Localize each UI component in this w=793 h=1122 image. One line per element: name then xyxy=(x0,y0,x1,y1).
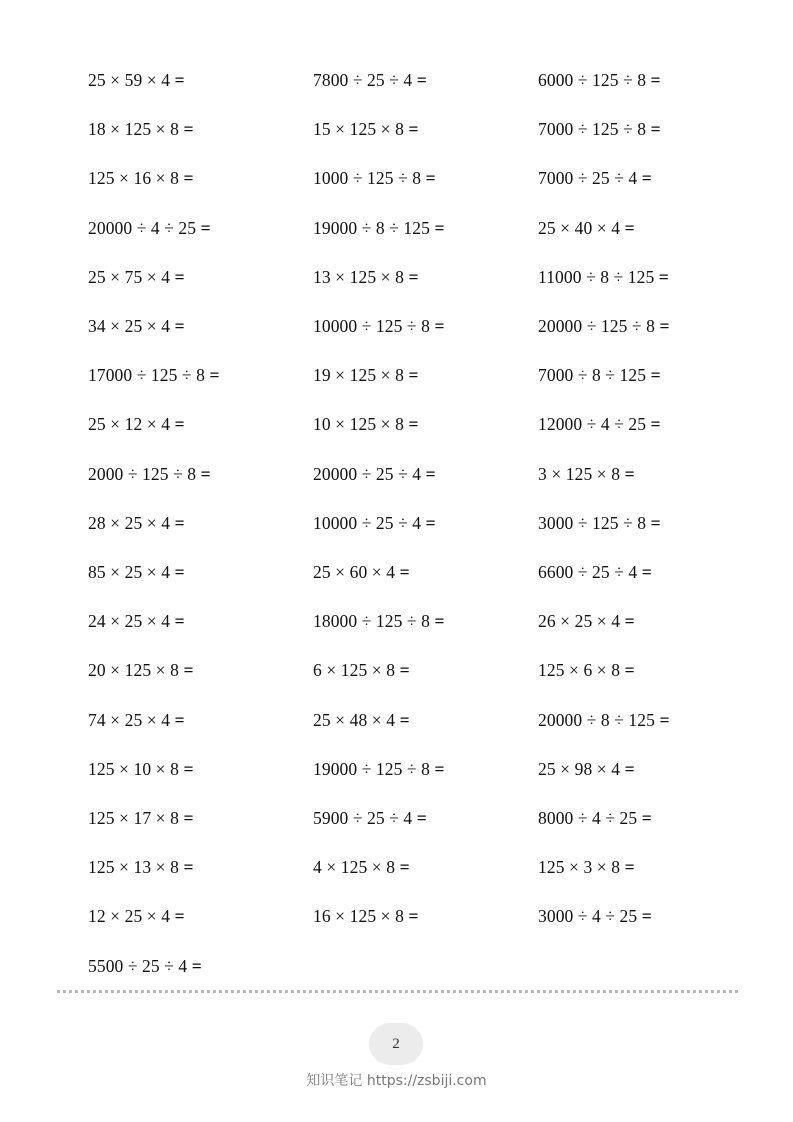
equals-sign: = xyxy=(624,758,635,779)
math-problem xyxy=(313,409,419,439)
problem-expression: 25 × 48 × 4 xyxy=(313,709,396,730)
problem-expression: 6600 ÷ 25 ÷ 4 xyxy=(538,562,638,582)
equals-sign: = xyxy=(434,217,445,238)
equals-sign: = xyxy=(183,808,194,828)
equals-sign: = xyxy=(399,660,410,681)
math-problem xyxy=(313,114,419,144)
math-problem xyxy=(88,508,185,538)
equals-sign: = xyxy=(408,266,419,287)
math-problem xyxy=(88,852,194,882)
problem-expression: 13 × 125 × 8 xyxy=(313,266,404,287)
equals-sign: = xyxy=(399,562,410,582)
problem-expression: 19000 ÷ 125 ÷ 8 xyxy=(313,758,430,779)
math-problem xyxy=(313,65,427,95)
equals-sign: = xyxy=(624,857,635,878)
equals-sign: = xyxy=(641,168,652,189)
equals-sign: = xyxy=(425,512,436,533)
problem-expression: 2000 ÷ 125 ÷ 8 xyxy=(88,463,197,484)
problem-expression: 125 × 6 × 8 xyxy=(538,660,621,681)
problem-expression: 125 × 10 × 8 xyxy=(88,758,179,779)
math-problem xyxy=(538,262,669,292)
equals-sign: = xyxy=(416,70,427,90)
math-problem xyxy=(538,754,635,784)
problem-expression: 25 × 60 × 4 xyxy=(313,562,396,582)
problem-expression: 18 × 125 × 8 xyxy=(88,119,179,140)
equals-sign: = xyxy=(408,414,419,435)
problem-row xyxy=(0,114,793,144)
equals-sign: = xyxy=(200,217,211,238)
equals-sign: = xyxy=(174,70,185,90)
math-problem xyxy=(313,311,445,341)
problem-expression: 25 × 59 × 4 xyxy=(88,70,171,90)
equals-sign: = xyxy=(183,857,194,878)
math-problem xyxy=(88,557,185,587)
math-problem xyxy=(538,655,635,685)
problem-row xyxy=(0,262,793,292)
math-problem xyxy=(538,213,635,243)
problem-row xyxy=(0,705,793,735)
equals-sign: = xyxy=(624,660,635,681)
math-problem xyxy=(538,114,661,144)
equals-sign: = xyxy=(416,808,427,828)
equals-sign: = xyxy=(641,562,652,582)
problem-row xyxy=(0,508,793,538)
equals-sign: = xyxy=(408,365,419,386)
problem-expression: 19 × 125 × 8 xyxy=(313,365,404,386)
equals-sign: = xyxy=(174,266,185,287)
problem-expression: 16 × 125 × 8 xyxy=(313,906,404,927)
math-problem xyxy=(538,163,652,193)
problem-row xyxy=(0,803,793,833)
equals-sign: = xyxy=(425,463,436,484)
equals-sign: = xyxy=(183,660,194,681)
problem-row xyxy=(0,459,793,489)
equals-sign: = xyxy=(650,512,661,533)
problem-expression: 10000 ÷ 125 ÷ 8 xyxy=(313,316,430,336)
equals-sign: = xyxy=(191,955,202,976)
problem-expression: 25 × 40 × 4 xyxy=(538,217,621,238)
math-problem xyxy=(538,360,661,390)
math-problem xyxy=(313,213,445,243)
problem-expression: 74 × 25 × 4 xyxy=(88,709,171,730)
problem-expression: 7000 ÷ 125 ÷ 8 xyxy=(538,119,647,140)
problem-expression: 20000 ÷ 8 ÷ 125 xyxy=(538,709,655,730)
problem-expression: 20 × 125 × 8 xyxy=(88,660,179,681)
math-problem xyxy=(88,114,194,144)
equals-sign: = xyxy=(399,709,410,730)
dotted-divider xyxy=(57,990,738,993)
problem-expression: 15 × 125 × 8 xyxy=(313,119,404,140)
problem-expression: 125 × 13 × 8 xyxy=(88,857,179,878)
equals-sign: = xyxy=(399,857,410,878)
problem-expression: 11000 ÷ 8 ÷ 125 xyxy=(538,266,655,287)
problem-row xyxy=(0,163,793,193)
math-problem xyxy=(88,360,220,390)
problem-expression: 20000 ÷ 4 ÷ 25 xyxy=(88,217,197,238)
equals-sign: = xyxy=(425,168,436,189)
problem-row xyxy=(0,852,793,882)
problem-expression: 28 × 25 × 4 xyxy=(88,512,171,533)
equals-sign: = xyxy=(650,70,661,90)
equals-sign: = xyxy=(183,119,194,140)
equals-sign: = xyxy=(174,709,185,730)
problem-row xyxy=(0,65,793,95)
math-problem xyxy=(313,163,436,193)
page-number-badge xyxy=(369,1023,423,1065)
equals-sign: = xyxy=(183,758,194,779)
problem-expression: 5900 ÷ 25 ÷ 4 xyxy=(313,808,413,828)
equals-sign: = xyxy=(174,906,185,927)
equals-sign: = xyxy=(408,906,419,927)
equals-sign: = xyxy=(174,414,185,435)
math-problem xyxy=(313,754,445,784)
math-problem xyxy=(88,409,185,439)
math-problem xyxy=(313,557,410,587)
math-problem xyxy=(313,508,436,538)
problem-expression: 24 × 25 × 4 xyxy=(88,611,171,632)
problem-expression: 1000 ÷ 125 ÷ 8 xyxy=(313,168,422,189)
equals-sign: = xyxy=(650,119,661,140)
math-problem xyxy=(538,901,652,931)
math-problem xyxy=(88,655,194,685)
math-problem xyxy=(88,951,202,981)
math-problem xyxy=(313,262,419,292)
equals-sign: = xyxy=(650,414,661,435)
problem-expression: 18000 ÷ 125 ÷ 8 xyxy=(313,611,430,632)
problem-expression: 3 × 125 × 8 xyxy=(538,463,621,484)
equals-sign: = xyxy=(174,562,185,582)
math-problem xyxy=(88,163,194,193)
equals-sign: = xyxy=(659,316,670,336)
equals-sign: = xyxy=(658,266,669,287)
problem-expression: 26 × 25 × 4 xyxy=(538,611,621,632)
problem-row xyxy=(0,409,793,439)
math-problem xyxy=(538,65,661,95)
equals-sign: = xyxy=(624,463,635,484)
math-problem xyxy=(313,459,436,489)
problem-row xyxy=(0,360,793,390)
equals-sign: = xyxy=(408,119,419,140)
problem-expression: 12000 ÷ 4 ÷ 25 xyxy=(538,414,647,435)
math-problem xyxy=(88,311,185,341)
equals-sign: = xyxy=(434,316,445,336)
math-problem xyxy=(88,705,185,735)
math-problem xyxy=(538,606,635,636)
problem-expression: 19000 ÷ 8 ÷ 125 xyxy=(313,217,430,238)
math-problem xyxy=(88,213,211,243)
problem-expression: 85 × 25 × 4 xyxy=(88,562,171,582)
math-problem xyxy=(313,803,427,833)
problem-expression: 125 × 3 × 8 xyxy=(538,857,621,878)
math-problem xyxy=(88,901,185,931)
math-problem xyxy=(538,311,670,341)
math-problem xyxy=(538,803,652,833)
problem-expression: 12 × 25 × 4 xyxy=(88,906,171,927)
math-problem xyxy=(313,852,410,882)
problem-expression: 7000 ÷ 25 ÷ 4 xyxy=(538,168,638,189)
problem-expression: 7000 ÷ 8 ÷ 125 xyxy=(538,365,647,386)
problem-expression: 10000 ÷ 25 ÷ 4 xyxy=(313,512,422,533)
equals-sign: = xyxy=(641,808,652,828)
equals-sign: = xyxy=(209,365,220,386)
problem-row xyxy=(0,311,793,341)
problem-expression: 7800 ÷ 25 ÷ 4 xyxy=(313,70,413,90)
page-number: 2 xyxy=(392,1035,400,1052)
equals-sign: = xyxy=(434,611,445,632)
problem-expression: 20000 ÷ 125 ÷ 8 xyxy=(538,316,655,336)
equals-sign: = xyxy=(174,611,185,632)
problem-row xyxy=(0,606,793,636)
math-problem xyxy=(88,606,185,636)
problem-expression: 4 × 125 × 8 xyxy=(313,857,396,878)
math-problem xyxy=(538,459,635,489)
problem-expression: 10 × 125 × 8 xyxy=(313,414,404,435)
math-problem xyxy=(538,852,635,882)
problem-expression: 125 × 17 × 8 xyxy=(88,808,179,828)
problem-expression: 8000 ÷ 4 ÷ 25 xyxy=(538,808,638,828)
problem-expression: 25 × 98 × 4 xyxy=(538,758,621,779)
problem-expression: 125 × 16 × 8 xyxy=(88,168,179,189)
equals-sign: = xyxy=(624,217,635,238)
problem-expression: 20000 ÷ 25 ÷ 4 xyxy=(313,463,422,484)
math-problem xyxy=(538,508,661,538)
problem-row xyxy=(0,213,793,243)
math-problem xyxy=(313,606,445,636)
math-problem xyxy=(313,360,419,390)
problem-expression: 6 × 125 × 8 xyxy=(313,660,396,681)
math-problem xyxy=(313,705,410,735)
problem-expression: 3000 ÷ 4 ÷ 25 xyxy=(538,906,638,927)
problem-expression: 25 × 75 × 4 xyxy=(88,266,171,287)
problem-expression: 6000 ÷ 125 ÷ 8 xyxy=(538,70,647,90)
equals-sign: = xyxy=(650,365,661,386)
equals-sign: = xyxy=(174,316,185,336)
math-problem xyxy=(88,803,194,833)
math-problem xyxy=(313,901,419,931)
problem-expression: 34 × 25 × 4 xyxy=(88,316,171,336)
math-problem xyxy=(88,459,211,489)
problem-expression: 17000 ÷ 125 ÷ 8 xyxy=(88,365,205,386)
problem-row xyxy=(0,951,793,981)
problem-row xyxy=(0,754,793,784)
problem-row xyxy=(0,655,793,685)
equals-sign: = xyxy=(434,758,445,779)
math-problem xyxy=(538,705,670,735)
problem-expression: 5500 ÷ 25 ÷ 4 xyxy=(88,955,188,976)
problem-row xyxy=(0,557,793,587)
equals-sign: = xyxy=(641,906,652,927)
footer-watermark: 知识笔记 https://zsbiji.com xyxy=(306,1073,487,1089)
math-problem xyxy=(538,409,661,439)
problem-row xyxy=(0,901,793,931)
equals-sign: = xyxy=(624,611,635,632)
math-problem xyxy=(88,262,185,292)
equals-sign: = xyxy=(174,512,185,533)
problem-expression: 25 × 12 × 4 xyxy=(88,414,171,435)
math-problem xyxy=(313,655,410,685)
math-problem xyxy=(88,754,194,784)
math-problem xyxy=(88,65,185,95)
problem-expression: 3000 ÷ 125 ÷ 8 xyxy=(538,512,647,533)
equals-sign: = xyxy=(659,709,670,730)
math-problem xyxy=(538,557,652,587)
equals-sign: = xyxy=(200,463,211,484)
equals-sign: = xyxy=(183,168,194,189)
